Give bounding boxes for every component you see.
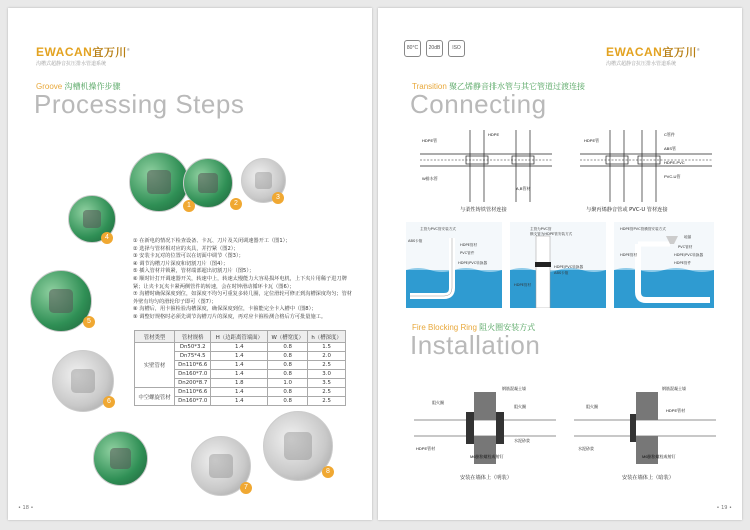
photo-label: HDPE/PVC转换器 <box>674 253 704 257</box>
table-header: W（槽宽度） <box>268 331 308 343</box>
step-text: ③ 安装卡瓦对的位置可以在切面中调节（图3）； <box>133 253 244 260</box>
page-number: • 18 • <box>18 505 34 511</box>
step-text: ① 在新电的情况下检查设备、卡瓦、刀片及关闭调速器开工（图1）； <box>133 238 291 244</box>
caption-surface-mount: 安装在墙体上（明装） <box>460 475 512 481</box>
diagram-label: C管件 <box>664 132 675 137</box>
table-cell: 0.8 <box>268 361 308 370</box>
step-photo-1 <box>129 152 189 212</box>
logo-text-cn: 宜万川 <box>662 47 697 59</box>
photo-label: PVC管材 <box>678 245 693 249</box>
table-cell: 1.4 <box>211 370 268 379</box>
diagram-label: 阻火圈 <box>514 404 526 409</box>
table-cell: 0.8 <box>268 352 308 361</box>
diagram-label: M6膨胀螺栓或射钉 <box>470 454 504 459</box>
diagram-label: HDPE-PVC <box>664 160 685 165</box>
step-text: ⑨ 调整好规格时必须先调节沟槽刀片的深度，再对应卡箍检测合格后方可批量施工。 <box>133 313 327 320</box>
transition-diagram <box>412 128 722 204</box>
temperature-cert-icon: 80°C <box>404 40 421 57</box>
photo-label: ABS卡箍 <box>554 271 569 275</box>
table-cell: 1.0 <box>268 379 308 388</box>
table-cell: 0.8 <box>268 397 308 406</box>
table-cell: 3.0 <box>308 370 346 379</box>
diagram-label: HDPE管材 <box>416 446 436 451</box>
logo-subtitle: 沟槽式超静音抗压排水管道系统 <box>36 61 107 67</box>
registered-mark: ® <box>696 47 701 52</box>
diagram-label: M6膨胀螺栓或射钉 <box>642 454 676 459</box>
noise-cert-icon: 20dB <box>426 40 443 57</box>
table-cell: Dn50*3.2 <box>175 343 211 352</box>
installation-label-cn: 阻火圈安装方式 <box>479 323 536 332</box>
table-cell: 1.4 <box>211 388 268 397</box>
installation-label-en: Fire Blocking Ring <box>412 323 477 332</box>
table-row <box>135 388 346 397</box>
table-header: h（槽深度） <box>308 331 346 343</box>
step-text: ⑤ 插入管材并锁紧，管材端部超出切割刀片（图5）； <box>133 268 255 275</box>
photo-number-badge: 2 <box>230 198 242 210</box>
photo-number-badge: 8 <box>322 466 334 478</box>
step-text: ② 选择与管材相对应的夹具，并拧紧（图2）； <box>133 245 239 252</box>
table-cell: 2.5 <box>308 361 346 370</box>
section-label-cn: 沟槽机操作步骤 <box>64 82 121 91</box>
diagram-label: HDPE管 <box>422 138 438 143</box>
photo-label: 主管为PVC管安装方式 <box>420 227 456 231</box>
diagram-label: HDPE <box>488 132 500 137</box>
photo-label: 主管为PVC管 <box>530 227 552 231</box>
diagram-label: 水泥砂浆 <box>578 446 594 451</box>
photo-label: 地漏 <box>684 235 692 239</box>
table-cell: 0.8 <box>268 343 308 352</box>
table-group-cell: 中空螺旋管材 <box>135 388 175 406</box>
table-cell: Dn110*6.6 <box>175 361 211 370</box>
diagram-label: 阻火圈 <box>586 404 598 409</box>
diagram-label: HDPE管材 <box>666 408 686 413</box>
connecting-label-cn: 聚乙烯静音排水管与其它管道过渡连接 <box>449 82 586 91</box>
photo-label: HDPE管PVC管横管安装方式 <box>620 227 666 231</box>
logo-text-en: EWACAN <box>606 45 663 59</box>
caption-cast-iron: 与柔性铸铁管材连接 <box>460 207 507 213</box>
diagram-label: HDPE管 <box>584 138 600 143</box>
table-cell: Dn160*7.0 <box>175 370 211 379</box>
table-cell: Dn160*7.0 <box>175 397 211 406</box>
section-label-en: Groove <box>36 82 63 91</box>
processing-steps-list <box>133 238 355 322</box>
fire-ring-diagrams <box>410 378 720 474</box>
diagram-label: PVC-U管 <box>664 174 681 179</box>
caption-concealed-mount: 安装在墙体上（暗装） <box>622 475 674 481</box>
transition-photo-a <box>406 222 502 308</box>
table-cell: 2.5 <box>308 388 346 397</box>
transition-photo-c <box>614 222 714 308</box>
diagram-label: A,B管材 <box>516 186 531 191</box>
table-cell: 3.5 <box>308 379 346 388</box>
table-cell: Dn200*8.7 <box>175 379 211 388</box>
brand-logo <box>36 44 130 60</box>
logo-text-en: EWACAN <box>36 45 93 59</box>
table-cell: Dn110*6.6 <box>175 388 211 397</box>
table-header: 管材规格 <box>175 331 211 343</box>
diagram-label: ABS管 <box>664 146 677 151</box>
photo-label: PVC管件 <box>460 251 475 255</box>
photo-number-badge: 7 <box>240 482 252 494</box>
connecting-label-en: Transition <box>412 82 447 91</box>
table-cell: 1.4 <box>211 397 268 406</box>
diagram-label: W排水管 <box>422 176 438 181</box>
diagram-label: 阻火圈 <box>432 400 444 405</box>
photo-label: HDPE管件 <box>674 261 692 265</box>
groove-spec-table <box>134 330 346 406</box>
table-cell: 1.4 <box>211 352 268 361</box>
photo-number-badge: 1 <box>183 200 195 212</box>
table-cell: 2.5 <box>308 397 346 406</box>
photo-number-badge: 6 <box>103 396 115 408</box>
caption-pvc: 与聚丙烯静音管或 PVC-U 管材连接 <box>586 207 668 213</box>
logo-subtitle: 沟槽式超静音抗压排水管道系统 <box>606 61 677 67</box>
diagram-label: 钢筋混凝土墙 <box>502 386 526 391</box>
photo-label: HDPE管材 <box>460 243 478 247</box>
table-group-cell: 实壁管材 <box>135 343 175 388</box>
table-cell: 1.4 <box>211 361 268 370</box>
photo-label: HDPE/PVC转换器 <box>458 261 488 265</box>
step-text: ⑧ 沟槽后，用卡箍检验沟槽深度，确保深度到位，卡箍能完全卡入槽中（图8）； <box>133 306 317 313</box>
table-header: H（边距离管端面） <box>211 331 268 343</box>
connecting-title: Connecting <box>410 89 547 119</box>
step-photo-7 <box>93 431 148 486</box>
page-number: • 19 • <box>716 505 732 511</box>
table-cell: 0.8 <box>268 370 308 379</box>
section-title: Processing Steps <box>34 89 245 119</box>
iso-cert-icon: ISO <box>448 40 465 57</box>
step-text: ④ 调节沟槽刀片深度和切割刀片（图4）； <box>133 260 229 267</box>
table-row <box>135 343 346 352</box>
registered-mark: ® <box>126 47 131 52</box>
table-cell: 0.8 <box>268 388 308 397</box>
brand-logo <box>606 44 700 60</box>
diagram-label: 水泥砂浆 <box>514 438 530 443</box>
table-cell: 2.0 <box>308 352 346 361</box>
photo-number-badge: 5 <box>83 316 95 328</box>
left-page <box>8 8 372 520</box>
step-text: ⑦ 沟槽时确保深度到位，如深度不均匀可重复多转几圈，定位滑轮可修正到沟槽深度均匀；管材外壁有均匀的滑轮印子即可（图7）； <box>133 291 352 305</box>
table-cell: 1.4 <box>211 343 268 352</box>
table-cell: Dn75*4.5 <box>175 352 211 361</box>
photo-label: HDPE/PVC转换器 <box>554 265 584 269</box>
installation-title: Installation <box>410 330 541 360</box>
photo-label: 横支管为HDPE管安装方式 <box>530 232 573 236</box>
table-header: 管材类型 <box>135 331 175 343</box>
photo-label: HDPE管材 <box>514 283 532 287</box>
table-cell: 1.5 <box>308 343 346 352</box>
logo-text-cn: 宜万川 <box>92 47 127 59</box>
transition-photo-b <box>510 222 606 308</box>
table-cell: 1.8 <box>211 379 268 388</box>
diagram-label: 钢筋混凝土墙 <box>662 386 686 391</box>
photo-label: HDPE管材 <box>620 253 638 257</box>
photo-label: ABS卡箍 <box>408 239 423 243</box>
photo-number-badge: 3 <box>272 192 284 204</box>
photo-number-badge: 4 <box>101 232 113 244</box>
right-page <box>378 8 742 520</box>
step-text: ⑥ 顺时针打开调速器开关，转速中上，转速太慢能力大容易损坏电机，上下夹片用稀子进刀牌紧；让夹卡瓦夹卡紧两侧管件的转速，会在时钟滑动循环卡瓦（图6）； <box>133 275 347 290</box>
